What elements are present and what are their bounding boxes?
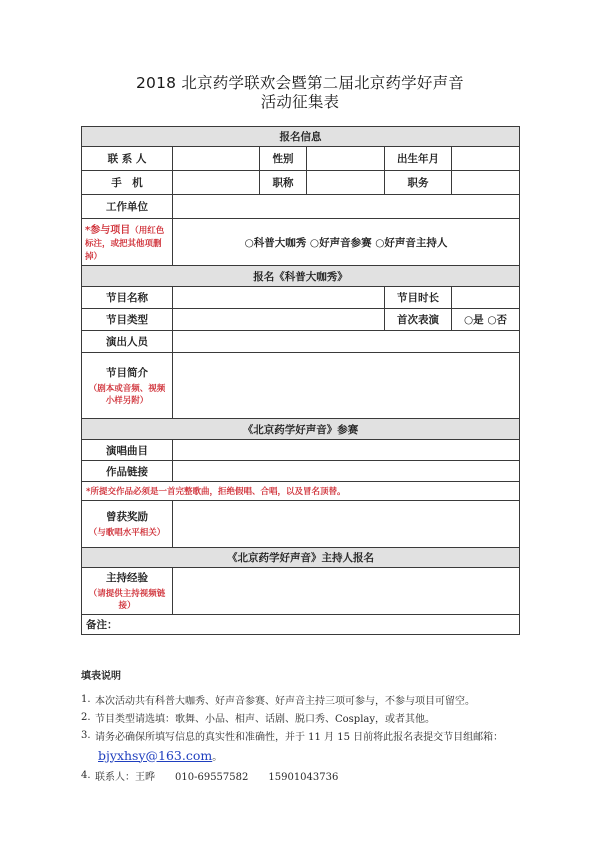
- premiere-options[interactable]: ○是 ○否: [452, 309, 520, 331]
- premiere-label: 首次表演: [385, 309, 452, 331]
- host-note: （请提供主持视频链接）: [88, 589, 166, 611]
- host-label-cell: [82, 568, 173, 615]
- program-type-label: 节目类型: [82, 309, 173, 331]
- awards-label-cell: [82, 501, 173, 548]
- title-field[interactable]: [307, 171, 385, 195]
- instruction-item-4: 4. 联系人：王晔 010-69557582 15901043736: [81, 769, 339, 783]
- position-field[interactable]: [452, 171, 520, 195]
- performers-field[interactable]: [173, 331, 520, 353]
- program-name-field[interactable]: [173, 287, 385, 309]
- email-suffix: 。: [212, 751, 223, 763]
- participate-note: （用红色标注，或把其他项删掉）: [85, 226, 165, 262]
- instruction-item-3: 3. 请务必确保所填写信息的真实性和准确性，并于 11 月 15 日前将此报名表提交节目组邮箱：: [81, 729, 504, 743]
- instructions: [81, 667, 521, 784]
- email-link[interactable]: bjyxhsy@163.com: [98, 747, 213, 763]
- intro-field[interactable]: [173, 353, 520, 419]
- title-label: 职称: [260, 171, 307, 195]
- contact-label: 联 系 人: [82, 147, 173, 171]
- birth-field[interactable]: [452, 147, 520, 171]
- song-field[interactable]: [173, 440, 520, 461]
- intro-label-cell: [82, 353, 173, 419]
- form-subtitle: 活动征集表: [260, 93, 340, 111]
- link-field[interactable]: [173, 461, 520, 482]
- phone-field[interactable]: [173, 171, 260, 195]
- link-label: 作品链接: [82, 461, 173, 482]
- song-label: 演唱曲目: [82, 440, 173, 461]
- section-science: 报名《科普大咖秀》: [82, 266, 520, 287]
- awards-note: （与歌唱水平相关）: [88, 528, 166, 538]
- position-label: 职务: [385, 171, 452, 195]
- contact-field[interactable]: [173, 147, 260, 171]
- participate-label-cell: [82, 219, 173, 266]
- participate-options[interactable]: ○科普大咖秀 ○好声音参赛 ○好声音主持人: [173, 219, 520, 266]
- intro-label: 节目简介: [106, 366, 148, 379]
- section-voice: 《北京药学好声音》参赛: [82, 419, 520, 440]
- awards-label: 曾获奖励: [106, 511, 148, 523]
- birth-label: 出生年月: [385, 147, 452, 171]
- awards-field[interactable]: [173, 501, 520, 548]
- form-title: 2018 北京药学联欢会暨第二届北京药学好声音: [136, 74, 464, 92]
- program-duration-field[interactable]: [452, 287, 520, 309]
- performers-label: 演出人员: [82, 331, 173, 353]
- intro-note: （剧本或音频、视频小样另附）: [88, 383, 166, 406]
- participate-label: *参与项目: [85, 225, 131, 236]
- host-field[interactable]: [173, 568, 520, 615]
- instruction-item-2: 2. 节目类型请选填：歌舞、小品、相声、话剧、脱口秀、Cosplay，或者其他。: [81, 711, 436, 725]
- gender-field[interactable]: [307, 147, 385, 171]
- instructions-heading: 填表说明: [81, 671, 121, 682]
- remarks-field[interactable]: [82, 615, 520, 635]
- workplace-field[interactable]: [173, 195, 520, 219]
- section-signup-info: 报名信息: [82, 127, 520, 147]
- program-type-field[interactable]: [173, 309, 385, 331]
- host-label: 主持经验: [106, 572, 148, 584]
- section-host: 《北京药学好声音》主持人报名: [82, 548, 520, 568]
- remarks-label: 备注：: [86, 619, 118, 631]
- program-name-label: 节目名称: [82, 287, 173, 309]
- voice-warning: *所提交作品必须是一首完整歌曲，拒绝假唱、合唱，以及冒名顶替。: [82, 482, 520, 501]
- gender-label: 性别: [260, 147, 307, 171]
- signup-form-table: [81, 126, 520, 635]
- program-duration-label: 节目时长: [385, 287, 452, 309]
- phone-label: 手 机: [82, 171, 173, 195]
- instruction-item-1: 1. 本次活动共有科普大咖秀、好声音参赛、好声音主持三项可参与，不参与项目可留空。: [81, 693, 475, 707]
- workplace-label: 工作单位: [82, 195, 173, 219]
- email-line: [81, 744, 521, 766]
